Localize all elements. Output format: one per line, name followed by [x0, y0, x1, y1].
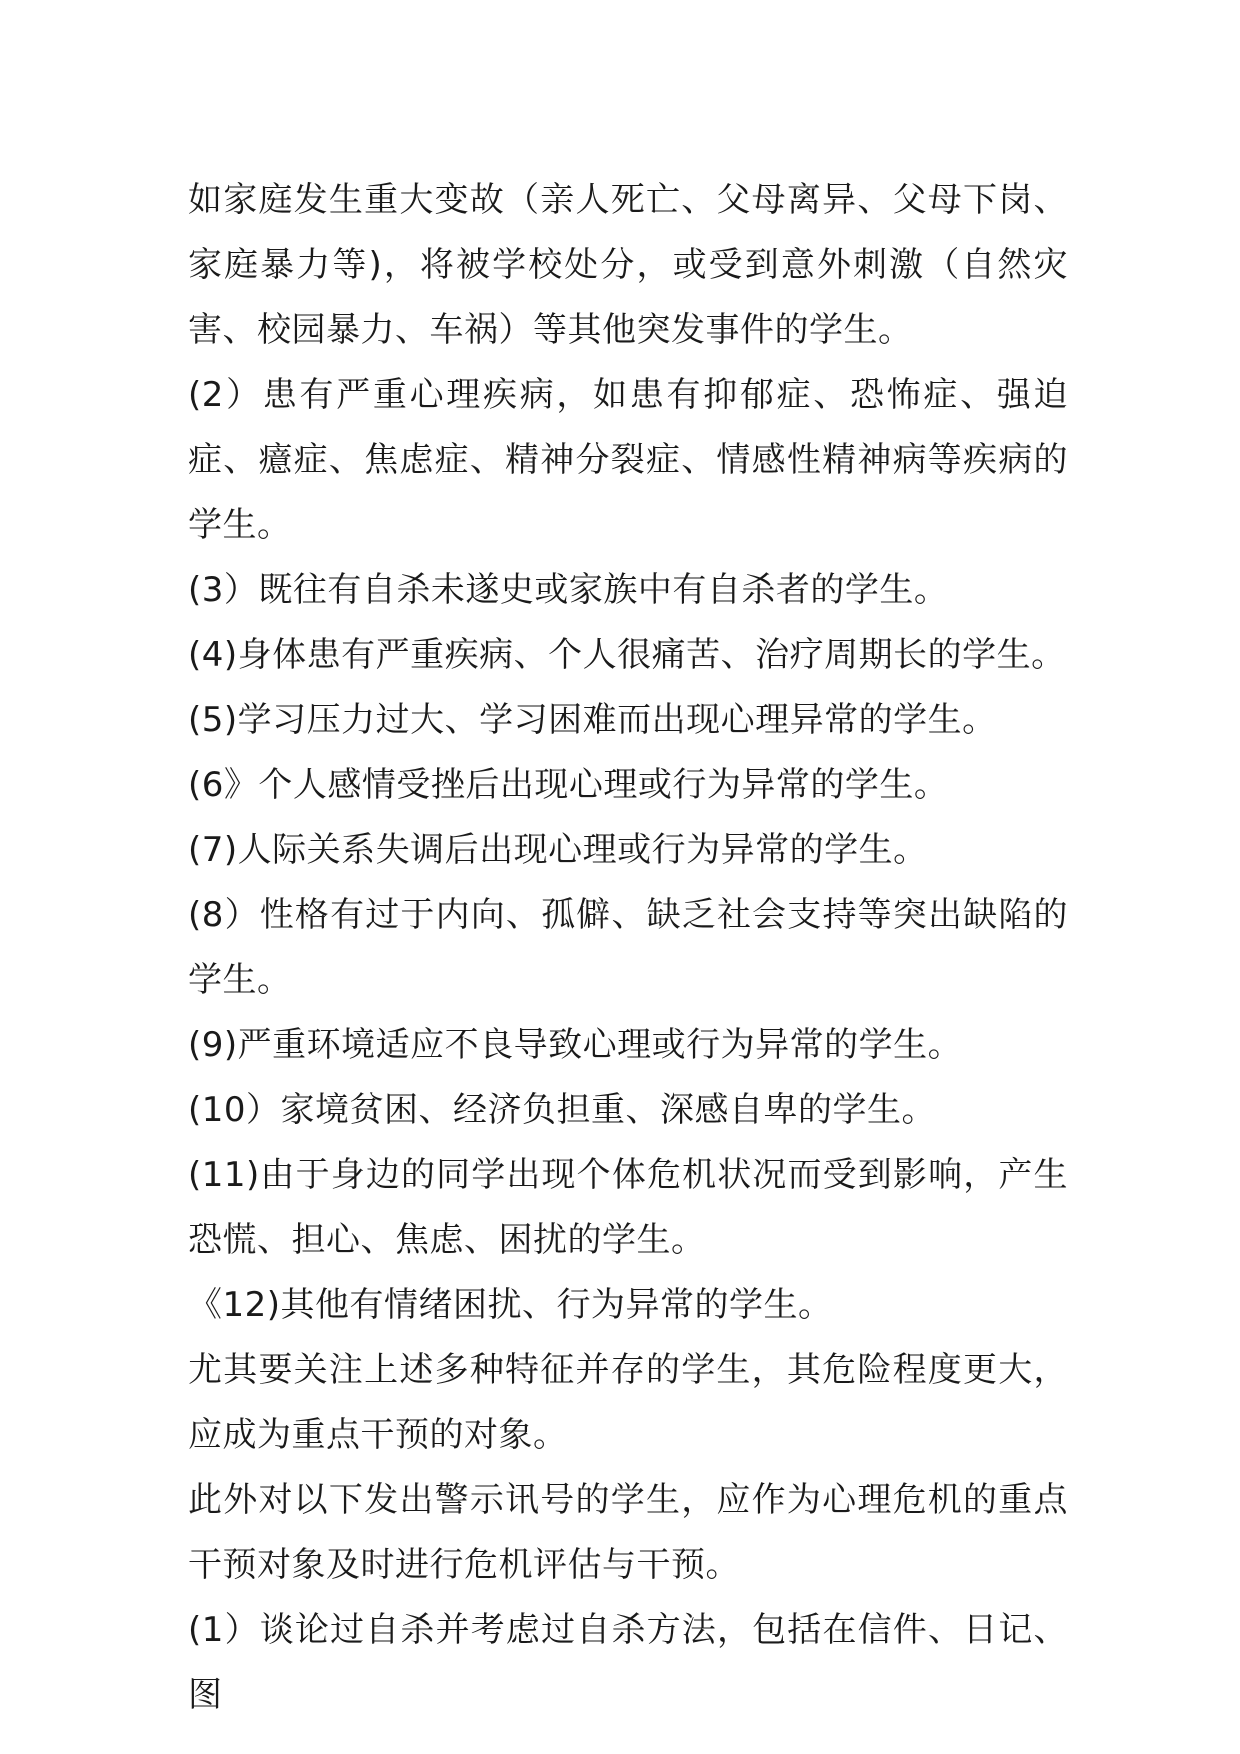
document-body: [188, 168, 1068, 1728]
paragraph-item-5: (5)学习压力过大、学习困难而出现心理异常的学生。: [188, 700, 997, 740]
paragraph-item-4: (4)身体患有严重疾病、个人很痛苦、治疗周期长的学生。: [188, 635, 1066, 675]
paragraph-family-crisis: 如家庭发生重大变故（亲人死亡、父母离异、父母下岗、家庭暴力等)，将被学校处分，或受到意外刺激（自然灾害、校园暴力、车祸）等其他突发事件的学生。: [188, 180, 1068, 350]
paragraph-emphasis: 尤其要关注上述多种特征并存的学生，其危险程度更大，应成为重点干预的对象。: [188, 1350, 1068, 1455]
paragraph-warning-signals: 此外对以下发出警示讯号的学生，应作为心理危机的重点干预对象及时进行危机评估与干预。: [188, 1480, 1068, 1585]
paragraph-item-2: (2）患有严重心理疾病，如患有抑郁症、恐怖症、强迫症、癔症、焦虑症、精神分裂症、情感性精神病等疾病的学生。: [188, 375, 1068, 545]
paragraph-item-7: (7)人际关系失调后出现心理或行为异常的学生。: [188, 830, 928, 870]
paragraph-item-12: 《12)其他有情绪困扰、行为异常的学生。: [188, 1285, 833, 1325]
paragraph-item-9: (9)严重环境适应不良导致心理或行为异常的学生。: [188, 1025, 963, 1065]
paragraph-item-3: (3）既往有自杀未遂史或家族中有自杀者的学生。: [188, 570, 949, 610]
paragraph-item-10: (10）家境贫困、经济负担重、深感自卑的学生。: [188, 1090, 937, 1130]
paragraph-item-8: (8）性格有过于内向、孤僻、缺乏社会支持等突出缺陷的学生。: [188, 895, 1068, 1000]
paragraph-item-11: (11)由于身边的同学出现个体危机状况而受到影响，产生恐慌、担心、焦虑、困扰的学生。: [188, 1155, 1068, 1260]
paragraph-item-6: (6》个人感情受挫后出现心理或行为异常的学生。: [188, 765, 949, 805]
paragraph-signal-1: (1）谈论过自杀并考虑过自杀方法，包括在信件、日记、图: [188, 1610, 1068, 1715]
